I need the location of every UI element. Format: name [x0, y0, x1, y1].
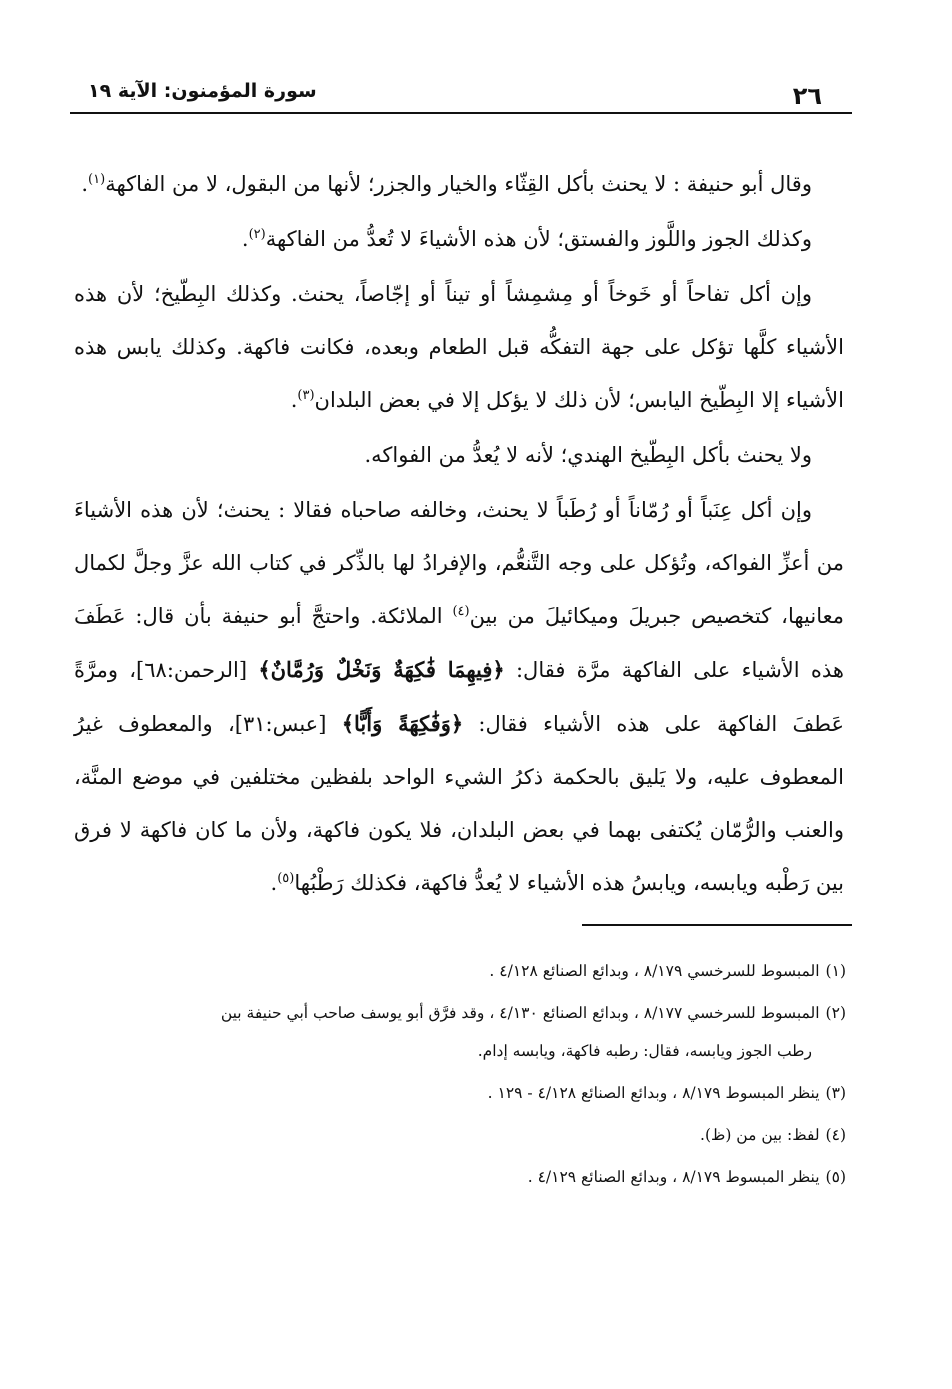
- main-text: [70, 158, 852, 910]
- quran-verse: ﴿فِيهِمَا فَٰكِهَةٌ وَنَخْلٌ وَرُمَّانٌ﴾: [258, 657, 505, 682]
- footnote-ref[interactable]: (٥): [277, 871, 295, 886]
- footnote-number: (٢): [825, 1004, 846, 1022]
- footnotes: [70, 952, 852, 1196]
- footnote: (١)المبسوط للسرخسي ٨/١٧٩ ، وبدائع الصنائع ٤/١٢٨ .: [489, 962, 846, 980]
- footnote-number: (٥): [825, 1168, 846, 1186]
- book-page: [70, 60, 852, 1360]
- paragraph-long: وإن أكل عِنَباً أو رُمّاناً أو رُطَباً لا يحنث، وخالفه صاحباه فقالا : يحنث؛ لأن هذه الأشياءَ من أعزِّ الفواكه، وتُؤكل على وجه التَّنعُّم، والإفرادُ لها بالذِّكر في كتاب الله عزَّ وجلَّ لكمال معانيها، كتخصيص جبريلَ وميكائيلَ من بين$^{(٤)}$ الملائكة. واحتجَّ أبو حنيفة بأن قال: عَطَفَ هذه الأشياء على الفاكهة مرَّة فقال: ﴿فِيهِمَا فَٰكِهَةٌ وَنَخْلٌ وَرُمَّانٌ﴾ [الرحمن:٦٨]، ومرَّةً عَطفَ الفاكهة على هذه الأشياء فقال: ﴿وَفَٰكِهَةً وَأَبًّا﴾ [عبس:٣١]، والمعطوف غيرُ المعطوف عليه، ولا يَليق بالحكمة ذكرُ الشيء الواحد بلفظين مختلفين في موضع المنَّة، والعنب والرُّمّان يُكتفى بهما في بعض البلدان، فلا يكون فاكهة، ولأن ما كان فاكهة لا فرق بين رَطْبه ويابسه، ويابسُ هذه الأشياء لا يُعدُّ فاكهة، فكذلك رَطْبُها$^{(٥)}$.: [74, 498, 845, 895]
- quran-verse: ﴿وَفَٰكِهَةً وَأَبًّا﴾: [341, 711, 464, 736]
- footnote-divider: [582, 924, 852, 926]
- paragraph: وقال أبو حنيفة : لا يحنث بأكل القِثّاء والخيار والجزر؛ لأنها من البقول، لا من الفاكهة$^{(١)}$.: [81, 172, 812, 196]
- footnote: (٣)ينظر المبسوط ٨/١٧٩ ، وبدائع الصنائع ٤/١٢٨ - ١٢٩ .: [487, 1084, 846, 1102]
- paragraph: وإن أكل تفاحاً أو خَوخاً أو مِشمِشاً أو تيناً أو إجّاصاً، يحنث. وكذلك البِطّيخ؛ لأن هذه الأشياء كلَّها تؤكل على جهة التفكُّه قبل الطعام وبعده، فكانت فاكهة. وكذلك يابس هذه الأشياء إلا البِطّيخ اليابس؛ لأن ذلك لا يؤكل إلا في بعض البلدان$^{(٣)}$.: [74, 282, 844, 412]
- footnote-ref[interactable]: (٢): [248, 227, 266, 242]
- page-header: [70, 60, 852, 114]
- footnote-number: (٣): [825, 1084, 846, 1102]
- running-title: سورة المؤمنون: الآية ١٩: [88, 80, 317, 102]
- paragraph: وكذلك الجوز واللَّوز والفستق؛ لأن هذه الأشياءَ لا تُعدُّ من الفاكهة$^{(٢)}$.: [241, 227, 812, 251]
- footnote-ref[interactable]: (١): [88, 172, 106, 187]
- footnote: (٢)المبسوط للسرخسي ٨/١٧٧ ، وبدائع الصنائع ٤/١٣٠ ، وقد فرَّق أبو يوسف صاحب أبي حنيفة بين رطب الجوز ويابسه، فقال: رطبه فاكهة، ويابسه إدام.: [220, 1004, 846, 1060]
- footnote: (٥)ينظر المبسوط ٨/١٧٩ ، وبدائع الصنائع ٤/١٢٩ .: [527, 1168, 846, 1186]
- footnote-number: (٤): [825, 1126, 846, 1144]
- paragraph: ولا يحنث بأكل البِطّيخ الهندي؛ لأنه لا يُعدُّ من الفواكه.: [364, 443, 812, 467]
- footnote-ref[interactable]: (٣): [297, 388, 315, 403]
- footnote: (٤)لفظ: بين من (ظ).: [700, 1126, 846, 1144]
- page-number: ٢٦: [792, 82, 822, 110]
- footnote-ref[interactable]: (٤): [452, 604, 470, 619]
- footnote-number: (١): [825, 962, 846, 980]
